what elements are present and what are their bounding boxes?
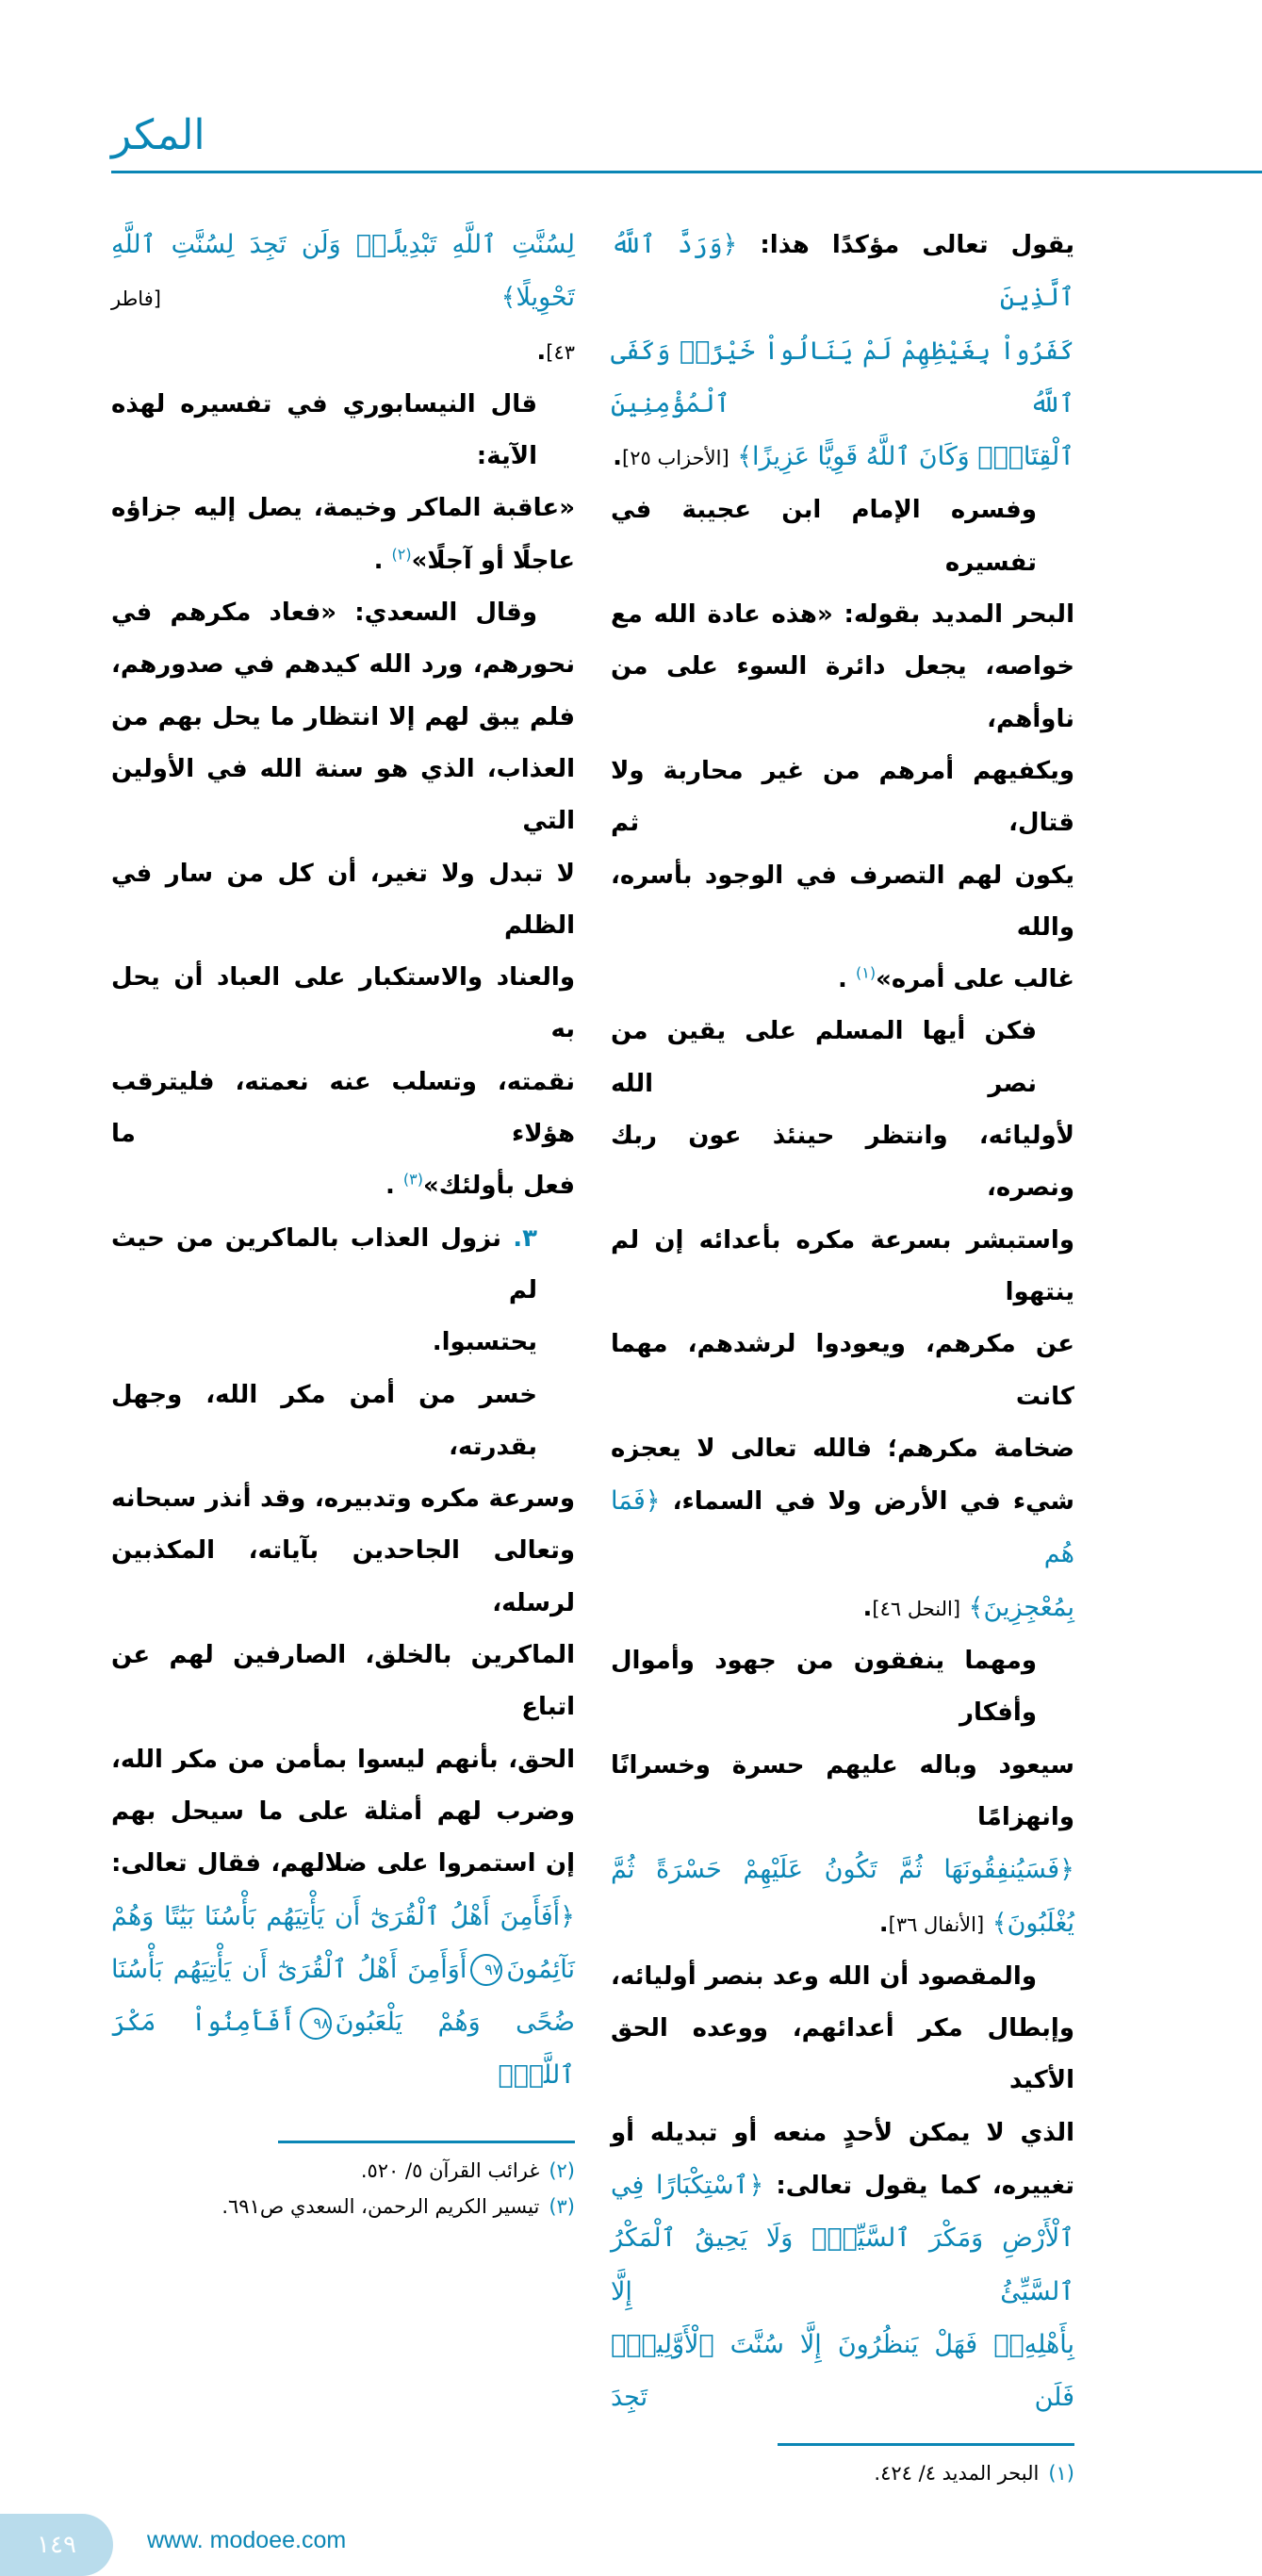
- body-text: يحتسبوا.: [432, 1328, 537, 1357]
- ayah-number-marker: ٩٧: [470, 1954, 502, 1986]
- text-line: [111, 1057, 575, 1161]
- text-line: [611, 1110, 1074, 1215]
- body-text: وضرب لهم أمثلة على ما سيحل بهم: [111, 1797, 575, 1826]
- text-line: [611, 2319, 1074, 2425]
- body-text: البحر المديد بقوله: «هذه عادة الله مع: [611, 600, 1074, 630]
- body-text: وفسره الإمام ابن عجيبة في تفسيره: [611, 496, 1037, 577]
- body-text: نزول العذاب بالماكرين من حيث لم: [111, 1223, 537, 1304]
- body-text: .: [536, 336, 547, 366]
- text-line: [111, 1525, 575, 1630]
- quran-verse: ﴿فَسَيُنفِقُونَهَا ثُمَّ تَكُونُ عَلَيْهِمْ حَسْرَةً ثُمَّ: [611, 1855, 1074, 1885]
- right-column-text: [611, 219, 1074, 2424]
- footnote-divider-left: [278, 2141, 575, 2143]
- verse-reference: [فاطر: [111, 287, 161, 311]
- text-line: [111, 1996, 575, 2103]
- body-text: فكن أيها المسلم على يقين من نصر الله: [611, 1017, 1037, 1098]
- header-rule: [111, 171, 1262, 173]
- footnote-number: (١): [1048, 2462, 1074, 2486]
- body-text: عن مكرهم، ويعودوا لرشدهم، مهما كانت: [611, 1330, 1074, 1411]
- body-text: ضخامة مكرهم؛ فالله تعالى لا يعجزه: [611, 1434, 1074, 1463]
- body-text: وسرعة مكره وتدبيره، وقد أنذر سبحانه: [111, 1485, 575, 1514]
- quran-verse: ٱلْقِتَالَۚ وَكَانَ ٱللَّهُ قَوِيًّا عَزِيزًا﴾: [729, 442, 1074, 472]
- footnote-text: البحر المديد ٤/ ٤٢٤.: [874, 2462, 1040, 2486]
- text-line: [611, 2212, 1074, 2319]
- body-text: سيعود وباله عليهم حسرة وخسرانًا وانهزامًا: [611, 1750, 1074, 1831]
- body-text: الذي لا يمكن لأحدٍ منعه أو تبديله أو: [611, 2118, 1074, 2147]
- body-text: والمقصود أن الله وعد بنصر أوليائه،: [611, 1961, 1037, 1991]
- footnote-text: غرائب القرآن ٥/ ٥٢٠.: [360, 2158, 540, 2182]
- text-line: [111, 1213, 575, 1318]
- text-line: [111, 848, 575, 953]
- quran-verse: يُغْلَبُونَ﴾: [984, 1908, 1074, 1938]
- text-line: [611, 2159, 1074, 2212]
- text-line: [111, 1891, 575, 1944]
- text-line: [111, 639, 575, 691]
- text-line: [611, 431, 1074, 484]
- text-line: [111, 1473, 575, 1525]
- body-text: وقال السعدي: «فعاد مكرهم في: [111, 599, 537, 628]
- quran-verse: ٱلْأَرْضِ وَمَكْرَ ٱلسَّيِّئِۚ وَلَا يَحِيقُ ٱلْمَكْرُ ٱلسَّيِّئُ إِلَّا: [611, 2223, 1074, 2306]
- quran-verse: نَآئِمُونَ: [506, 1954, 575, 1984]
- body-text: الحق، بأنهم ليسوا بمأمن من مكر الله،: [111, 1745, 575, 1774]
- verse-reference: [الأحزاب ٢٥]: [622, 447, 729, 470]
- section-number: ٣.: [501, 1223, 538, 1253]
- footnote-divider-right: [778, 2443, 1074, 2446]
- body-text: وتعالى الجاحدين بآياته، المكذبين لرسله،: [111, 1536, 575, 1617]
- text-line: [111, 379, 575, 484]
- text-line: [611, 1897, 1074, 1951]
- body-text: ومهما ينفقون من جهود وأموال وأفكار: [611, 1647, 1037, 1728]
- text-line: [611, 1635, 1074, 1740]
- page-body: [0, 219, 1262, 2576]
- text-line: [111, 1160, 575, 1212]
- body-text: الماكرين بالخلق، الصارفين لهم عن اتباع: [111, 1641, 575, 1722]
- text-line: [611, 1215, 1074, 1320]
- page-footer: [0, 2514, 1262, 2576]
- quran-verse: ﴿ٱسْتِكْبَارًا فِي: [611, 2170, 764, 2200]
- quran-verse: أَوَأَمِنَ أَهْلُ ٱلْقُرَىٰٓ أَن يَأْتِيَهُم بَأْسُنَا: [111, 1954, 467, 1984]
- footnote-3: [111, 2189, 575, 2224]
- text-line: [111, 1786, 575, 1838]
- body-text: شيء في الأرض ولا في السماء،: [660, 1487, 1074, 1517]
- text-line: [611, 1319, 1074, 1423]
- body-text: خسر من أمن مكر الله، وجهل بقدرته،: [111, 1380, 537, 1461]
- body-text: لا تبدل ولا تغير، أن كل من سار في الظلم: [111, 859, 575, 940]
- verse-reference: [الأنفال ٣٦]: [888, 1912, 985, 1936]
- text-line: [111, 1370, 575, 1474]
- text-line: [111, 1944, 575, 1996]
- text-line: [611, 1582, 1074, 1635]
- quran-verse: كَفَرُواْ بِغَيْظِهِمْ لَمْ يَنَالُواْ خَيْرًاۚ وَكَفَى ٱللَّهُ ٱلْمُؤْمِنِينَ: [611, 336, 1074, 418]
- text-line: [111, 535, 575, 587]
- text-line: [611, 325, 1074, 432]
- text-line: [111, 483, 575, 534]
- text-line: [611, 1423, 1074, 1475]
- text-line: [611, 2108, 1074, 2159]
- body-text: يقول تعالى مؤكدًا هذا:: [737, 231, 1074, 259]
- columns: [111, 219, 1074, 2491]
- text-line: [111, 1630, 575, 1734]
- chapter-title: المكر: [111, 111, 205, 159]
- body-text: وإبطال مكر أعدائهم، ووعده الحق الأكيد: [611, 2014, 1074, 2095]
- footnote-1: [611, 2455, 1074, 2491]
- left-column-text: [111, 219, 575, 2103]
- body-text: يكون لهم التصرف في الوجود بأسره، والله: [611, 861, 1074, 942]
- footnote-number: (٣): [549, 2194, 575, 2218]
- footnote-marker: (١): [855, 963, 877, 982]
- footnote-text: تيسير الكريم الرحمن، السعدي ص٦٩١.: [221, 2194, 540, 2218]
- page-number: ١٤٩: [0, 2514, 113, 2576]
- footnote-2: [111, 2153, 575, 2189]
- text-line: [111, 1838, 575, 1890]
- text-line: [611, 850, 1074, 955]
- body-text: فعل بأولئك»: [422, 1172, 575, 1201]
- website-link[interactable]: www. modoee.com: [147, 2527, 347, 2554]
- quran-verse: ﴿فَمَا هُم: [611, 1486, 1074, 1569]
- body-text: .: [838, 965, 856, 994]
- right-column: [611, 219, 1074, 2491]
- quran-verse: بِمُعْجِزِينَ﴾: [960, 1592, 1074, 1622]
- text-line: [111, 952, 575, 1057]
- text-line: [611, 2003, 1074, 2108]
- left-column: [111, 219, 575, 2224]
- footnote-marker: (٢): [391, 545, 412, 564]
- quran-verse: أَفَأَمِنُواْ مَكْرَ ٱللَّهِۚ: [111, 2008, 575, 2091]
- body-text: «عاقبة الماكر وخيمة، يصل إليه جزاؤه: [111, 494, 575, 523]
- body-text: خواصه، يجعل دائرة السوء على من ناوأهم،: [611, 652, 1074, 733]
- text-line: [611, 1951, 1074, 2003]
- body-text: .: [613, 443, 623, 472]
- text-line: [611, 1006, 1074, 1110]
- body-text: .: [878, 1909, 889, 1938]
- body-text: إن استمروا على ضلالهم، فقال تعالى:: [111, 1849, 575, 1879]
- body-text: .: [373, 546, 392, 575]
- body-text: نحورهم، ورد الله كيدهم في صدورهم،: [111, 650, 575, 680]
- quran-verse: لِسُنَّتِ ٱللَّهِ تَبْدِيلًاۖ وَلَن تَجِدَ لِسُنَّتِ ٱللَّهِ تَحْوِيلًا﴾: [111, 230, 575, 313]
- ayah-number-marker: ٩٨: [300, 2008, 332, 2040]
- quran-verse: ضُحًى وَهُمْ يَلْعَبُونَ: [335, 2008, 575, 2038]
- text-line: [111, 692, 575, 744]
- quran-verse: بِأَهْلِهِۦۚ فَهَلْ يَنظُرُونَ إِلَّا سُنَّتَ ٱلْأَوَّلِينَۚ فَلَن تَجِدَ: [611, 2329, 1074, 2413]
- text-line: [111, 326, 575, 379]
- body-text: تغييره، كما يقول تعالى:: [763, 2171, 1074, 2200]
- body-text: لأوليائه، وانتظر حينئذ عون ربك ونصره،: [611, 1122, 1074, 1203]
- verse-reference: ٤٣]: [546, 340, 575, 364]
- text-line: [611, 641, 1074, 746]
- body-text: فلم يبق لهم إلا انتظار ما يحل بهم من: [111, 702, 575, 731]
- text-line: [111, 219, 575, 326]
- text-line: [111, 587, 575, 639]
- body-text: عاجلًا أو آجلًا»: [411, 546, 575, 575]
- text-line: [611, 746, 1074, 850]
- body-text: نقمته، وتسلب عنه نعمته، فليترقب هؤلاء ما: [111, 1067, 575, 1149]
- text-line: [111, 1317, 575, 1369]
- body-text: غالب على أمره»: [876, 965, 1074, 994]
- verse-reference: [النحل ٤٦]: [872, 1597, 961, 1620]
- text-line: [611, 1740, 1074, 1845]
- body-text: والعناد والاستكبار على العباد أن يحل به: [111, 963, 575, 1044]
- body-text: ويكفيهم أمرهم من غير محاربة ولا قتال، ثم: [611, 756, 1074, 838]
- text-line: [611, 219, 1074, 325]
- body-text: .: [385, 1172, 403, 1201]
- quran-verse: ﴿أَفَأَمِنَ أَهْلُ ٱلْقُرَىٰٓ أَن يَأْتِيَهُم بَأْسُنَا بَيَٰتًا وَهُمْ: [111, 1901, 575, 1931]
- footnote-marker: (٣): [402, 1170, 423, 1189]
- text-line: [611, 484, 1074, 589]
- text-line: [111, 744, 575, 848]
- body-text: قال النيسابوري في تفسيره لهذه الآية:: [111, 389, 537, 471]
- text-line: [611, 1844, 1074, 1896]
- text-line: [611, 1475, 1074, 1582]
- text-line: [611, 589, 1074, 641]
- text-line: [611, 954, 1074, 1006]
- body-text: .: [862, 1593, 873, 1622]
- footnote-number: (٢): [549, 2158, 575, 2182]
- body-text: واستبشر بسرعة مكره بأعدائه إن لم ينتهوا: [611, 1225, 1074, 1306]
- body-text: العذاب، الذي هو سنة الله في الأولين التي: [111, 754, 575, 836]
- quran-verse: ﴿وَرَدَّ ٱللَّهُ ٱلَّذِينَ: [611, 230, 1074, 313]
- text-line: [111, 1734, 575, 1786]
